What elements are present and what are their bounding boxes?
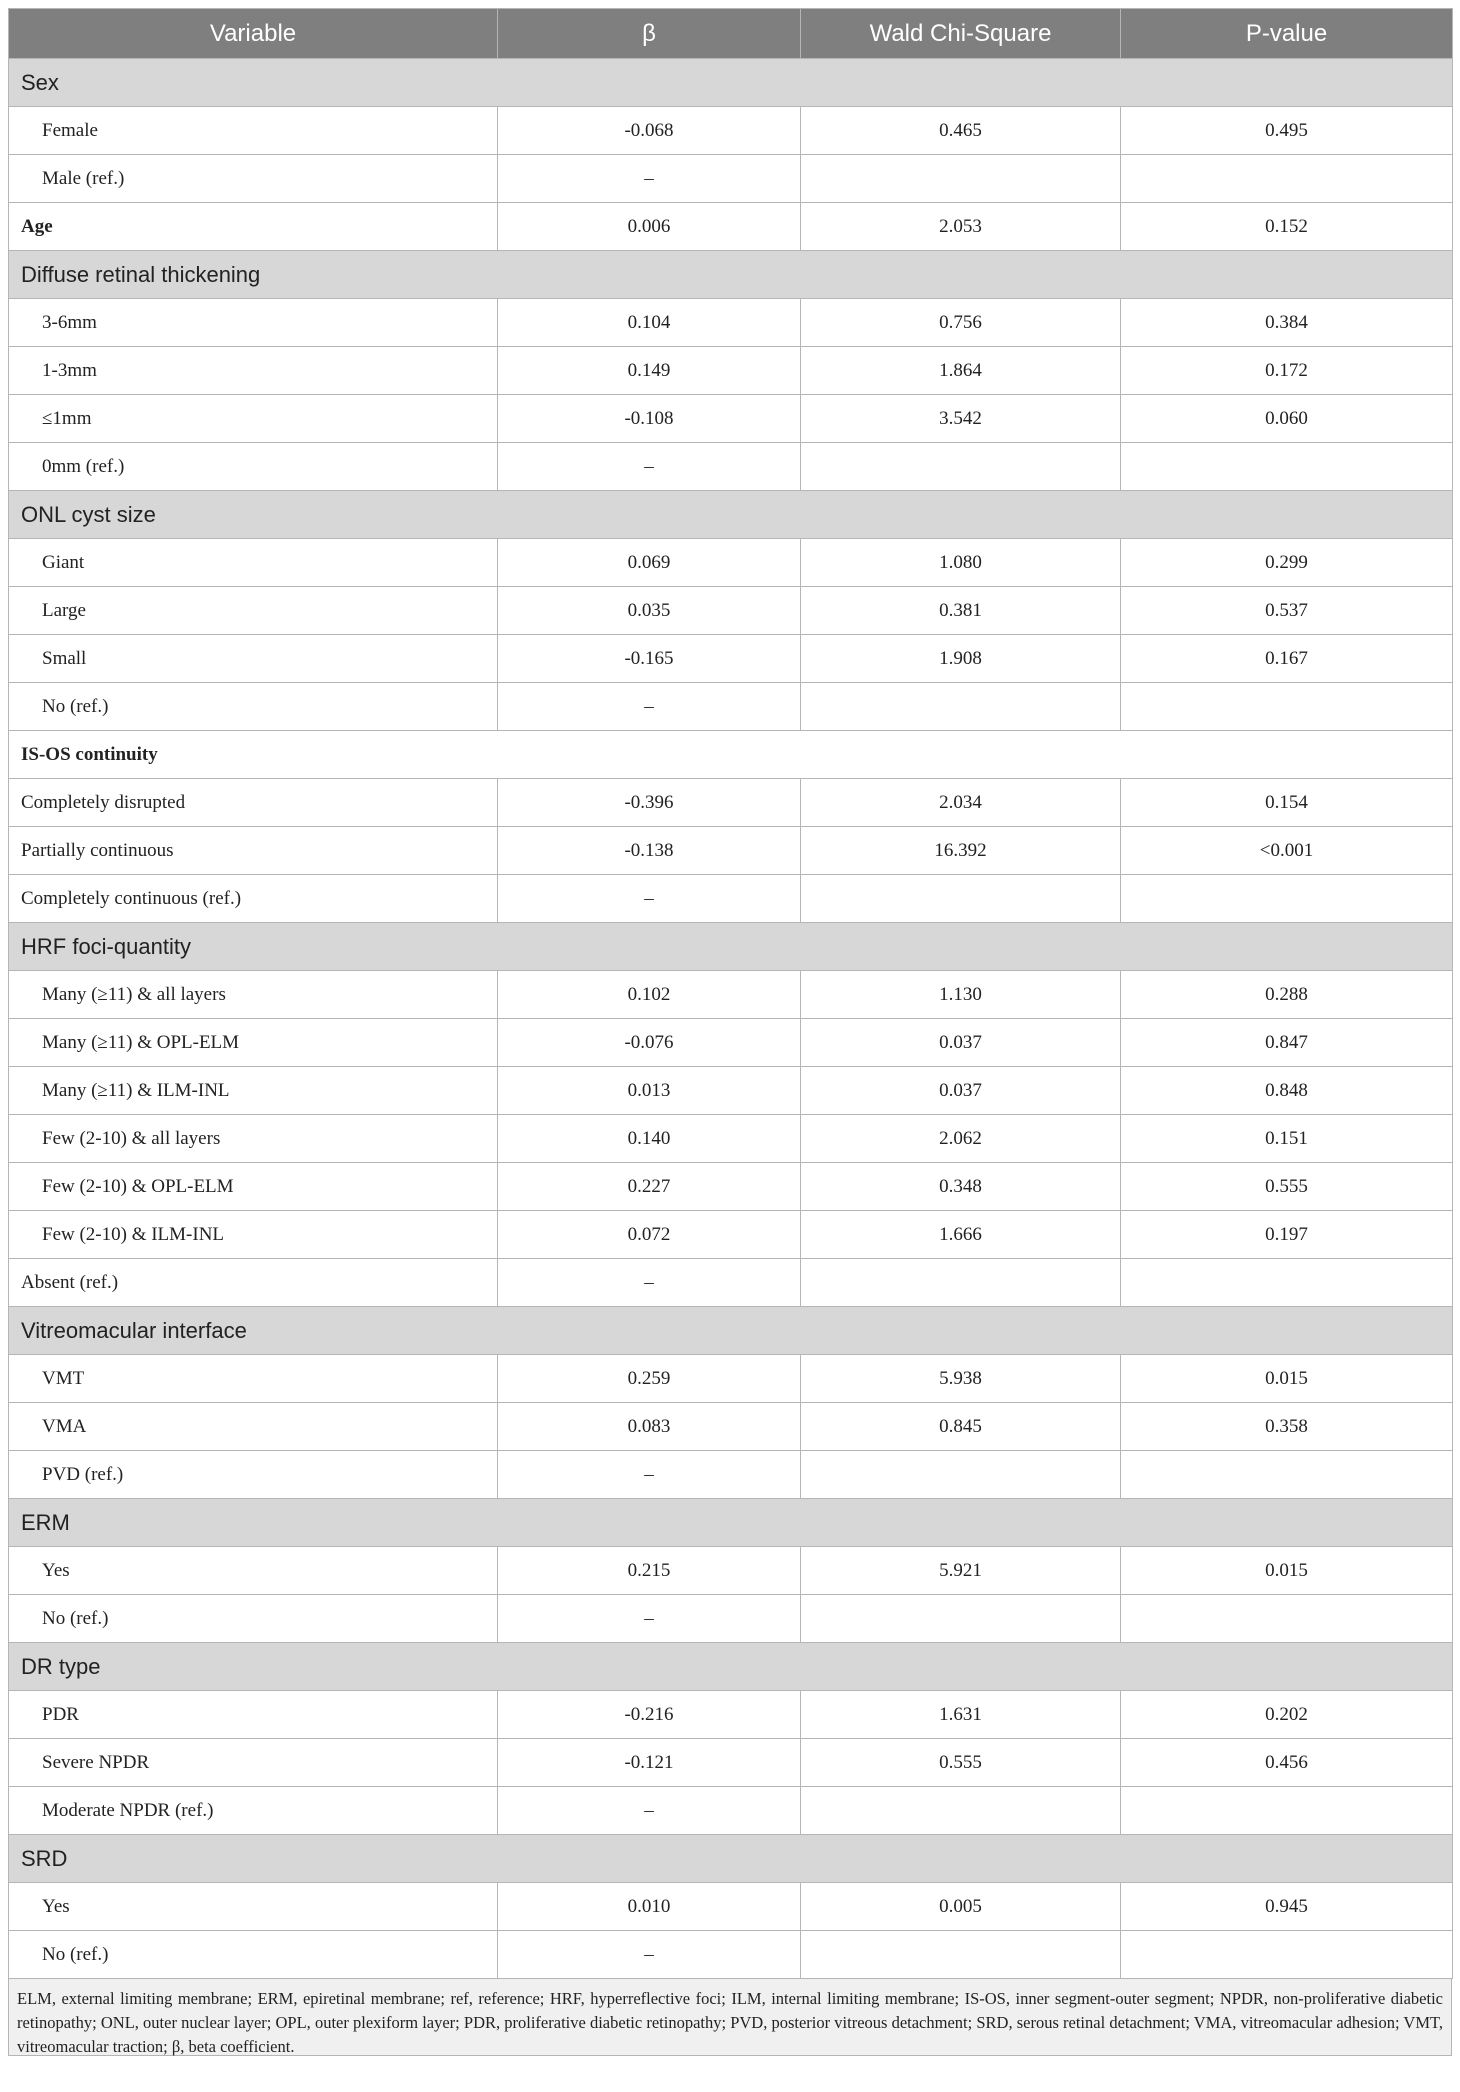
table-row	[9, 1355, 1453, 1403]
section-row	[9, 1643, 1453, 1691]
pvalue-cell: 0.154	[1121, 779, 1453, 827]
beta-cell: –	[498, 683, 801, 731]
table-row	[9, 395, 1453, 443]
pvalue-cell: 0.288	[1121, 971, 1453, 1019]
beta-cell: –	[498, 1259, 801, 1307]
pvalue-cell: 0.555	[1121, 1163, 1453, 1211]
wald-cell: 0.845	[801, 1403, 1121, 1451]
table-row	[9, 1787, 1453, 1835]
wald-cell: 2.062	[801, 1115, 1121, 1163]
pvalue-cell	[1121, 875, 1453, 923]
pvalue-cell: 0.060	[1121, 395, 1453, 443]
wald-cell: 0.348	[801, 1163, 1121, 1211]
pvalue-cell: 0.197	[1121, 1211, 1453, 1259]
beta-cell: –	[498, 1595, 801, 1643]
table-row	[9, 971, 1453, 1019]
table-container	[8, 8, 1452, 2056]
row-label: 0mm (ref.)	[9, 443, 498, 491]
row-label: Many (≥11) & ILM-INL	[9, 1067, 498, 1115]
row-label: Completely continuous (ref.)	[9, 875, 498, 923]
beta-cell: –	[498, 155, 801, 203]
table-row	[9, 1019, 1453, 1067]
header-beta: β	[498, 9, 801, 59]
pvalue-cell	[1121, 1259, 1453, 1307]
beta-cell: 0.259	[498, 1355, 801, 1403]
beta-cell: -0.396	[498, 779, 801, 827]
wald-cell	[801, 1595, 1121, 1643]
pvalue-cell	[1121, 1451, 1453, 1499]
section-label: Vitreomacular interface	[9, 1307, 1453, 1355]
beta-cell: 0.227	[498, 1163, 801, 1211]
wald-cell: 3.542	[801, 395, 1121, 443]
pvalue-cell	[1121, 155, 1453, 203]
section-label: Sex	[9, 59, 1453, 107]
table-row	[9, 347, 1453, 395]
table-row	[9, 635, 1453, 683]
table-row	[9, 1163, 1453, 1211]
section-row	[9, 1499, 1453, 1547]
row-label: No (ref.)	[9, 683, 498, 731]
row-label: Few (2-10) & OPL-ELM	[9, 1163, 498, 1211]
section-row	[9, 1835, 1453, 1883]
beta-cell: –	[498, 443, 801, 491]
table-row	[9, 1883, 1453, 1931]
wald-cell: 5.921	[801, 1547, 1121, 1595]
row-label: Many (≥11) & OPL-ELM	[9, 1019, 498, 1067]
pvalue-cell: 0.848	[1121, 1067, 1453, 1115]
table-row	[9, 1691, 1453, 1739]
wald-cell	[801, 1259, 1121, 1307]
section-row	[9, 251, 1453, 299]
table-row	[9, 683, 1453, 731]
pvalue-cell: 0.384	[1121, 299, 1453, 347]
table-row	[9, 203, 1453, 251]
pvalue-cell	[1121, 1931, 1453, 1979]
row-label: Large	[9, 587, 498, 635]
row-label: No (ref.)	[9, 1595, 498, 1643]
table-row	[9, 443, 1453, 491]
table-row	[9, 827, 1453, 875]
table-row	[9, 107, 1453, 155]
wald-cell: 2.034	[801, 779, 1121, 827]
pvalue-cell: <0.001	[1121, 827, 1453, 875]
beta-cell: –	[498, 1787, 801, 1835]
beta-cell: 0.072	[498, 1211, 801, 1259]
table-row	[9, 1211, 1453, 1259]
wald-cell: 0.037	[801, 1019, 1121, 1067]
row-label: Age	[9, 203, 498, 251]
section-label: IS-OS continuity	[9, 731, 1453, 779]
header-variable: Variable	[9, 9, 498, 59]
pvalue-cell: 0.172	[1121, 347, 1453, 395]
row-label: Partially continuous	[9, 827, 498, 875]
beta-cell: -0.076	[498, 1019, 801, 1067]
table-row	[9, 1067, 1453, 1115]
beta-cell: –	[498, 1451, 801, 1499]
table-row	[9, 1451, 1453, 1499]
table-row	[9, 875, 1453, 923]
section-label: Diffuse retinal thickening	[9, 251, 1453, 299]
beta-cell: -0.138	[498, 827, 801, 875]
section-label: ONL cyst size	[9, 491, 1453, 539]
section-label: SRD	[9, 1835, 1453, 1883]
beta-cell: -0.068	[498, 107, 801, 155]
wald-cell	[801, 443, 1121, 491]
row-label: Few (2-10) & ILM-INL	[9, 1211, 498, 1259]
row-label: Many (≥11) & all layers	[9, 971, 498, 1019]
table-row	[9, 1739, 1453, 1787]
wald-cell: 0.555	[801, 1739, 1121, 1787]
pvalue-cell	[1121, 443, 1453, 491]
row-label: No (ref.)	[9, 1931, 498, 1979]
wald-cell: 0.037	[801, 1067, 1121, 1115]
beta-cell: 0.102	[498, 971, 801, 1019]
row-label: VMT	[9, 1355, 498, 1403]
pvalue-cell: 0.015	[1121, 1355, 1453, 1403]
row-label: Few (2-10) & all layers	[9, 1115, 498, 1163]
table-footnote: ELM, external limiting membrane; ERM, epiretinal membrane; ref, reference; HRF, hyperreflective foci; ILM, internal limiting membrane; IS-OS, inner segment-outer segment; NPDR, non-proliferative diabetic retinopathy; ONL, outer nuclear layer; OPL, outer plexiform layer; PDR, proliferative diabetic retinopathy; PVD, posterior vitreous detachment; SRD, serous retinal detachment; VMA, vitreomacular adhesion; VMT, vitreomacular traction; β, beta coefficient.	[8, 1979, 1452, 2056]
pvalue-cell: 0.202	[1121, 1691, 1453, 1739]
table-row	[9, 155, 1453, 203]
wald-cell: 1.908	[801, 635, 1121, 683]
table-row	[9, 1931, 1453, 1979]
table-row	[9, 299, 1453, 347]
wald-cell: 1.864	[801, 347, 1121, 395]
table-row	[9, 1595, 1453, 1643]
table-row	[9, 587, 1453, 635]
wald-cell: 1.080	[801, 539, 1121, 587]
pvalue-cell: 0.151	[1121, 1115, 1453, 1163]
wald-cell	[801, 683, 1121, 731]
beta-cell: 0.104	[498, 299, 801, 347]
table-row	[9, 1115, 1453, 1163]
section-row	[9, 1307, 1453, 1355]
beta-cell: 0.013	[498, 1067, 801, 1115]
section-label: HRF foci-quantity	[9, 923, 1453, 971]
beta-cell: -0.108	[498, 395, 801, 443]
beta-cell: –	[498, 875, 801, 923]
wald-cell: 16.392	[801, 827, 1121, 875]
section-label: ERM	[9, 1499, 1453, 1547]
pvalue-cell	[1121, 683, 1453, 731]
row-label: Small	[9, 635, 498, 683]
pvalue-cell: 0.495	[1121, 107, 1453, 155]
wald-cell	[801, 875, 1121, 923]
row-label: Female	[9, 107, 498, 155]
wald-cell: 2.053	[801, 203, 1121, 251]
row-label: Severe NPDR	[9, 1739, 498, 1787]
row-label: ≤1mm	[9, 395, 498, 443]
row-label: PVD (ref.)	[9, 1451, 498, 1499]
row-label: Moderate NPDR (ref.)	[9, 1787, 498, 1835]
beta-cell: 0.149	[498, 347, 801, 395]
beta-cell: -0.165	[498, 635, 801, 683]
table-row	[9, 779, 1453, 827]
table-row	[9, 539, 1453, 587]
wald-cell: 5.938	[801, 1355, 1121, 1403]
regression-table	[8, 8, 1453, 1979]
wald-cell	[801, 1931, 1121, 1979]
wald-cell	[801, 1787, 1121, 1835]
section-row	[9, 491, 1453, 539]
pvalue-cell: 0.299	[1121, 539, 1453, 587]
section-label: DR type	[9, 1643, 1453, 1691]
wald-cell: 0.756	[801, 299, 1121, 347]
section-row	[9, 59, 1453, 107]
beta-cell: -0.121	[498, 1739, 801, 1787]
beta-cell: -0.216	[498, 1691, 801, 1739]
row-label: 1-3mm	[9, 347, 498, 395]
pvalue-cell: 0.537	[1121, 587, 1453, 635]
wald-cell	[801, 1451, 1121, 1499]
beta-cell: 0.140	[498, 1115, 801, 1163]
row-label: Completely disrupted	[9, 779, 498, 827]
section-row	[9, 923, 1453, 971]
pvalue-cell	[1121, 1595, 1453, 1643]
table-row	[9, 1547, 1453, 1595]
header-wald: Wald Chi-Square	[801, 9, 1121, 59]
wald-cell: 0.465	[801, 107, 1121, 155]
row-label: PDR	[9, 1691, 498, 1739]
row-label: 3-6mm	[9, 299, 498, 347]
wald-cell: 1.631	[801, 1691, 1121, 1739]
wald-cell: 1.666	[801, 1211, 1121, 1259]
row-label: Male (ref.)	[9, 155, 498, 203]
pvalue-cell: 0.847	[1121, 1019, 1453, 1067]
beta-cell: 0.035	[498, 587, 801, 635]
pvalue-cell	[1121, 1787, 1453, 1835]
header-pvalue: P-value	[1121, 9, 1453, 59]
beta-cell: 0.010	[498, 1883, 801, 1931]
row-label: Yes	[9, 1883, 498, 1931]
pvalue-cell: 0.152	[1121, 203, 1453, 251]
row-label: VMA	[9, 1403, 498, 1451]
row-label: Giant	[9, 539, 498, 587]
beta-cell: 0.083	[498, 1403, 801, 1451]
beta-cell: 0.215	[498, 1547, 801, 1595]
wald-cell: 1.130	[801, 971, 1121, 1019]
row-label: Yes	[9, 1547, 498, 1595]
pvalue-cell: 0.358	[1121, 1403, 1453, 1451]
header-row	[9, 9, 1453, 59]
wald-cell: 0.005	[801, 1883, 1121, 1931]
beta-cell: 0.069	[498, 539, 801, 587]
wald-cell: 0.381	[801, 587, 1121, 635]
pvalue-cell: 0.167	[1121, 635, 1453, 683]
wald-cell	[801, 155, 1121, 203]
section-row	[9, 731, 1453, 779]
table-body	[9, 59, 1453, 1979]
pvalue-cell: 0.945	[1121, 1883, 1453, 1931]
table-row	[9, 1403, 1453, 1451]
pvalue-cell: 0.456	[1121, 1739, 1453, 1787]
table-row	[9, 1259, 1453, 1307]
beta-cell: 0.006	[498, 203, 801, 251]
pvalue-cell: 0.015	[1121, 1547, 1453, 1595]
row-label: Absent (ref.)	[9, 1259, 498, 1307]
beta-cell: –	[498, 1931, 801, 1979]
